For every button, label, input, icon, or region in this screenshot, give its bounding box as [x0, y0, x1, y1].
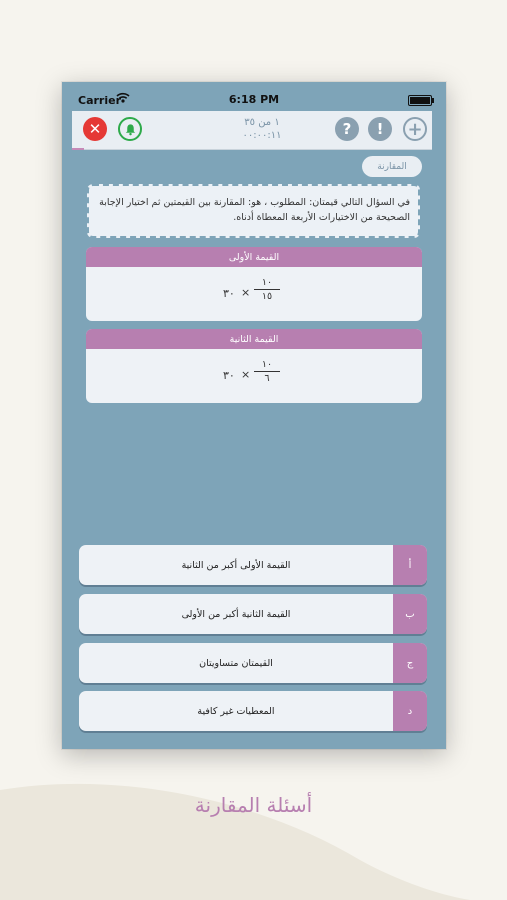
value-expression	[86, 267, 422, 321]
expression-operator: ×	[241, 368, 251, 381]
answer-option-b[interactable]	[79, 594, 427, 634]
value-card-title: القيمة الثانية	[86, 329, 422, 349]
progress-indicator	[72, 148, 84, 150]
help-button[interactable]	[335, 117, 359, 141]
answer-option-c[interactable]	[79, 643, 427, 683]
fraction-numerator: ١٠	[261, 359, 273, 370]
answer-option-letter: ب	[393, 594, 427, 634]
screen-caption: أسئلة المقارنة	[194, 793, 313, 817]
clock: 6:18 PM	[228, 93, 280, 106]
expression-fraction	[254, 277, 280, 302]
quiz-toolbar	[72, 111, 432, 150]
answer-option-a[interactable]	[79, 545, 427, 585]
fraction-denominator: ٦	[264, 373, 270, 384]
battery-icon	[408, 95, 432, 106]
phone-screen	[62, 82, 446, 749]
question-icon: ?	[342, 120, 352, 138]
plus-icon: +	[407, 118, 423, 140]
close-button[interactable]	[83, 117, 107, 141]
background-swoosh	[0, 760, 507, 900]
exclamation-icon: !	[376, 120, 384, 138]
question-text: في السؤال التالي قيمتان: المطلوب ، هو: المقارنة بين القيمتين ثم اختيار الإجابة الصحيحة من الاختيارات الأربعة المعطاة أدناه.	[87, 184, 420, 238]
expression-operator: ×	[241, 286, 251, 299]
value-card-title: القيمة الأولى	[86, 247, 422, 267]
question-progress: ١ من ٣٥	[244, 117, 280, 128]
close-icon: ✕	[88, 120, 102, 138]
expression-multiplier: ٣٠	[223, 287, 235, 300]
value-expression	[86, 349, 422, 403]
fraction-numerator: ١٠	[261, 277, 273, 288]
category-tag: المقارنة	[362, 156, 422, 177]
carrier-label: Carrier	[78, 94, 122, 107]
bell-button[interactable]	[118, 117, 142, 141]
fraction-denominator: ١٥	[261, 291, 273, 302]
value-card-second	[86, 329, 422, 403]
answer-option-d[interactable]	[79, 691, 427, 731]
answer-option-text: القيمتان متساويتان	[199, 657, 273, 669]
answer-option-letter: ج	[393, 643, 427, 683]
elapsed-timer: ٠٠:٠٠:١١	[242, 130, 282, 141]
answer-option-text: القيمة الثانية أكبر من الأولى	[181, 608, 291, 620]
expression-fraction	[254, 359, 280, 384]
answer-option-text: المعطيات غير كافية	[197, 705, 275, 717]
expression-multiplier: ٣٠	[223, 369, 235, 382]
answer-option-text: القيمة الأولى أكبر من الثانية	[181, 559, 291, 571]
report-button[interactable]	[368, 117, 392, 141]
question-counter	[222, 116, 302, 142]
answer-option-letter: د	[393, 691, 427, 731]
value-card-first	[86, 247, 422, 321]
bell-icon	[124, 123, 137, 136]
add-button[interactable]	[403, 117, 427, 141]
answer-option-letter: أ	[393, 545, 427, 585]
status-bar	[62, 82, 446, 110]
